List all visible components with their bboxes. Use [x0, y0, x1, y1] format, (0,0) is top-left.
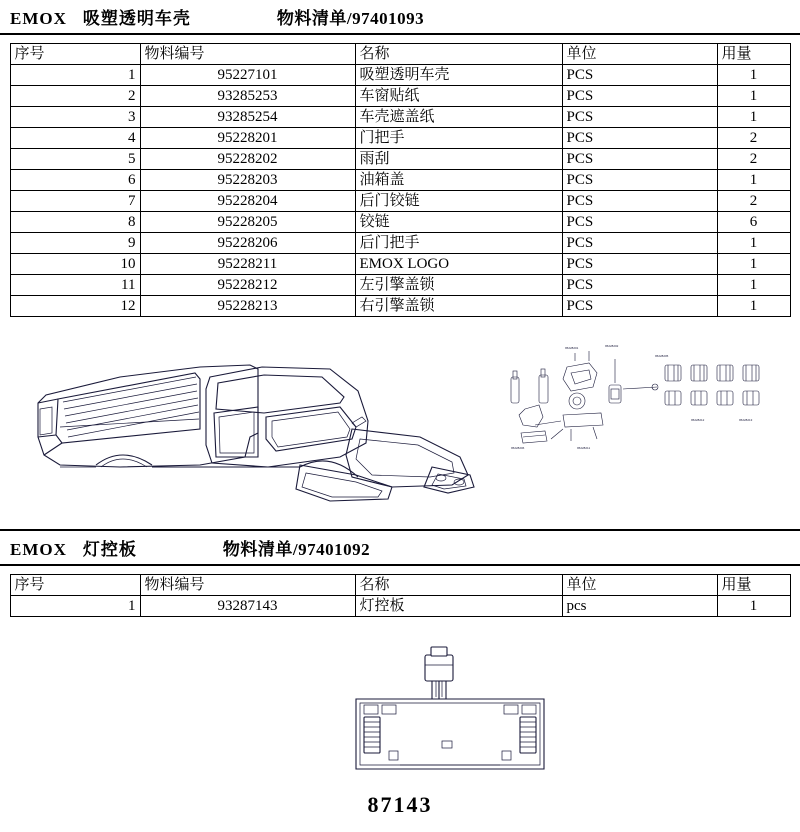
bom-table-1 — [10, 43, 791, 317]
column-header-name: 名称 — [355, 575, 562, 596]
cell-unit: PCS — [562, 254, 717, 275]
column-header-unit: 单位 — [562, 44, 717, 65]
cell-name: EMOX LOGO — [355, 254, 562, 275]
cell-code: 95228211 — [140, 254, 355, 275]
cell-index: 7 — [10, 191, 140, 212]
cell-code: 93285254 — [140, 107, 355, 128]
cell-unit: PCS — [562, 149, 717, 170]
cell-name: 车窗贴纸 — [355, 86, 562, 107]
cell-name: 门把手 — [355, 128, 562, 149]
cell-name: 左引擎盖锁 — [355, 275, 562, 296]
cell-index: 3 — [10, 107, 140, 128]
cell-qty: 1 — [717, 275, 790, 296]
column-header-qty: 用量 — [717, 575, 790, 596]
cell-code: 93287143 — [140, 596, 355, 617]
cell-code: 95228205 — [140, 212, 355, 233]
truck-body-shell-drawing — [38, 365, 474, 501]
cell-qty: 2 — [717, 128, 790, 149]
cell-unit: pcs — [562, 596, 717, 617]
cell-code: 95228201 — [140, 128, 355, 149]
cell-code: 93285253 — [140, 86, 355, 107]
svg-text:95228202: 95228202 — [605, 344, 619, 348]
brand-label-1: EMOX — [10, 9, 67, 28]
cell-unit: PCS — [562, 170, 717, 191]
header-divider-2 — [0, 564, 800, 566]
figure-caption-light-board: 87143 — [367, 792, 433, 817]
cell-qty: 6 — [717, 212, 790, 233]
section-title-1: 吸塑透明车壳 — [82, 9, 191, 28]
cell-unit: PCS — [562, 65, 717, 86]
cell-unit: PCS — [562, 275, 717, 296]
svg-text:95228212: 95228212 — [691, 418, 705, 422]
cell-code: 95227101 — [140, 65, 355, 86]
cell-qty: 1 — [717, 233, 790, 254]
cell-code: 95228212 — [140, 275, 355, 296]
light-board-svg — [0, 617, 800, 792]
cell-name: 右引擎盖锁 — [355, 296, 562, 317]
section-header-1 — [0, 0, 800, 33]
svg-text:95228201: 95228201 — [565, 346, 579, 350]
cell-qty: 1 — [717, 296, 790, 317]
cell-name: 铰链 — [355, 212, 562, 233]
cell-index: 6 — [10, 170, 140, 191]
document-number-2: 物料清单/97401092 — [222, 540, 371, 559]
table-row — [10, 233, 790, 254]
cell-name: 后门铰链 — [355, 191, 562, 212]
cell-qty: 2 — [717, 191, 790, 212]
cell-code: 95228206 — [140, 233, 355, 254]
column-header-qty: 用量 — [717, 44, 790, 65]
cell-unit: PCS — [562, 191, 717, 212]
cell-index: 2 — [10, 86, 140, 107]
table-row — [10, 107, 790, 128]
table-row — [10, 86, 790, 107]
cell-index: 4 — [10, 128, 140, 149]
table-header-row — [10, 44, 790, 65]
table-row — [10, 128, 790, 149]
svg-text:95228205: 95228205 — [655, 354, 669, 358]
cell-unit: PCS — [562, 233, 717, 254]
table-row — [10, 254, 790, 275]
cell-name: 雨刮 — [355, 149, 562, 170]
column-header-index: 序号 — [10, 575, 140, 596]
column-header-code: 物料编号 — [140, 44, 355, 65]
accessory-parts-exploded-drawing — [511, 344, 759, 450]
cell-qty: 1 — [717, 596, 790, 617]
column-header-code: 物料编号 — [140, 575, 355, 596]
cell-qty: 1 — [717, 107, 790, 128]
cell-index: 8 — [10, 212, 140, 233]
table-row — [10, 170, 790, 191]
light-control-board-drawing — [356, 647, 544, 769]
cell-name: 油箱盖 — [355, 170, 562, 191]
cell-name: 车壳遮盖纸 — [355, 107, 562, 128]
cell-unit: PCS — [562, 86, 717, 107]
cell-unit: PCS — [562, 128, 717, 149]
column-header-index: 序号 — [10, 44, 140, 65]
document-number-1: 物料清单/97401093 — [276, 9, 425, 28]
cell-qty: 1 — [717, 65, 790, 86]
table-row — [10, 275, 790, 296]
table-row — [10, 596, 790, 617]
cell-unit: PCS — [562, 296, 717, 317]
figure-area-body-shell — [0, 317, 800, 529]
cell-unit: PCS — [562, 107, 717, 128]
table-row — [10, 149, 790, 170]
bom-table-2 — [10, 574, 791, 617]
cell-qty: 1 — [717, 170, 790, 191]
cell-unit: PCS — [562, 212, 717, 233]
cell-name: 灯控板 — [355, 596, 562, 617]
cell-index: 1 — [10, 596, 140, 617]
table-row — [10, 191, 790, 212]
cell-qty: 2 — [717, 149, 790, 170]
section-header-2 — [0, 531, 800, 564]
cell-index: 12 — [10, 296, 140, 317]
table-row — [10, 296, 790, 317]
table-row — [10, 65, 790, 86]
column-header-name: 名称 — [355, 44, 562, 65]
svg-text:95228206: 95228206 — [511, 446, 525, 450]
cell-index: 9 — [10, 233, 140, 254]
cell-code: 95228203 — [140, 170, 355, 191]
section-title-2: 灯控板 — [82, 540, 137, 559]
cell-index: 5 — [10, 149, 140, 170]
cell-code: 95228204 — [140, 191, 355, 212]
svg-text:95228211: 95228211 — [577, 446, 591, 450]
svg-text:95228213: 95228213 — [739, 418, 753, 422]
cell-index: 1 — [10, 65, 140, 86]
column-header-unit: 单位 — [562, 575, 717, 596]
cell-qty: 1 — [717, 254, 790, 275]
cell-index: 10 — [10, 254, 140, 275]
cell-name: 后门把手 — [355, 233, 562, 254]
cell-code: 95228213 — [140, 296, 355, 317]
header-divider-1 — [0, 33, 800, 35]
cell-name: 吸塑透明车壳 — [355, 65, 562, 86]
table-header-row — [10, 575, 790, 596]
body-shell-svg — [0, 317, 800, 529]
cell-qty: 1 — [717, 86, 790, 107]
table-row — [10, 212, 790, 233]
cell-code: 95228202 — [140, 149, 355, 170]
cell-index: 11 — [10, 275, 140, 296]
brand-label-2: EMOX — [10, 540, 67, 559]
